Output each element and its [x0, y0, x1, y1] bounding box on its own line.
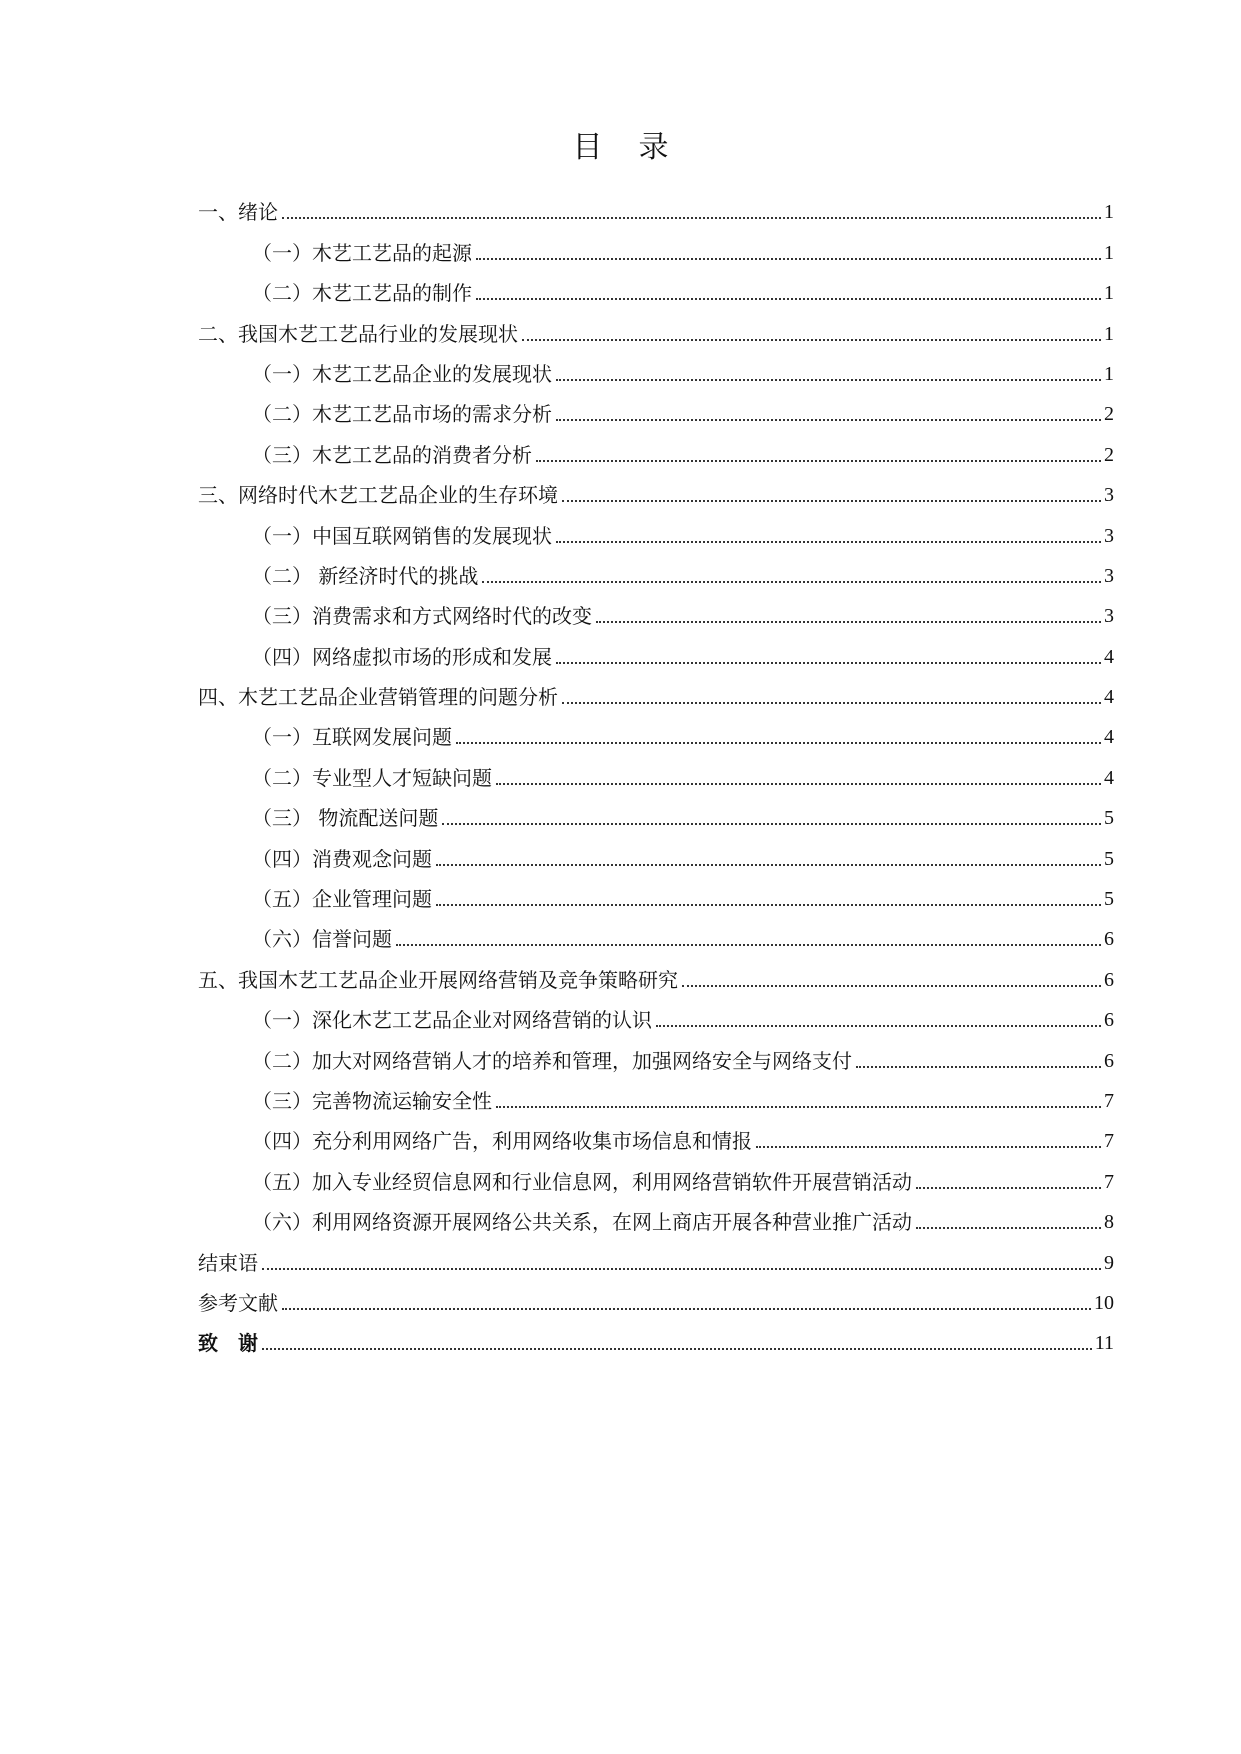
- toc-entry-label: 三、网络时代木艺工艺品企业的生存环境: [198, 483, 558, 508]
- toc-entry-label: （二）木艺工艺品市场的需求分析: [252, 402, 552, 427]
- toc-dot-leader: [656, 1025, 1101, 1027]
- toc-dot-leader: [456, 742, 1101, 744]
- toc-entry[interactable]: [198, 750, 1114, 790]
- toc-entry-label: 五、我国木艺工艺品企业开展网络营销及竞争策略研究: [198, 967, 678, 992]
- toc-page-number: 2: [1104, 443, 1114, 466]
- toc-entry[interactable]: [198, 1235, 1114, 1275]
- toc-entry-label: （三）消费需求和方式网络时代的改变: [252, 604, 592, 629]
- toc-entry[interactable]: [198, 468, 1114, 508]
- toc-page-number: 10: [1094, 1291, 1114, 1314]
- toc-dot-leader: [442, 823, 1101, 825]
- toc-entry-label: （一）中国互联网销售的发展现状: [252, 523, 552, 548]
- toc-entry[interactable]: [198, 831, 1114, 871]
- toc-entry-label: （三） 物流配送问题: [252, 806, 439, 831]
- toc-page-number: 3: [1104, 524, 1114, 547]
- toc-entry[interactable]: [198, 710, 1114, 750]
- toc-page-number: 4: [1104, 645, 1114, 668]
- toc-page-number: 7: [1104, 1170, 1114, 1193]
- toc-entry-label: 二、我国木艺工艺品行业的发展现状: [198, 321, 518, 346]
- toc-entry-label: （一）木艺工艺品企业的发展现状: [252, 361, 552, 386]
- toc-page-number: 6: [1104, 1009, 1114, 1032]
- toc-page-number: 1: [1104, 241, 1114, 264]
- toc-entry-label: （五）加入专业经贸信息网和行业信息网，利用网络营销软件开展营销活动: [252, 1169, 912, 1194]
- toc-page-number: 4: [1104, 726, 1114, 749]
- table-of-contents: [198, 185, 1114, 1356]
- toc-dot-leader: [556, 541, 1101, 543]
- toc-page-number: 7: [1104, 1089, 1114, 1112]
- toc-page-number: 3: [1104, 605, 1114, 628]
- toc-entry[interactable]: [198, 1154, 1114, 1194]
- toc-entry[interactable]: [198, 508, 1114, 548]
- toc-page-number: 6: [1104, 1049, 1114, 1072]
- toc-entry[interactable]: [198, 1195, 1114, 1235]
- toc-dot-leader: [262, 1348, 1092, 1350]
- toc-entry[interactable]: [198, 791, 1114, 831]
- toc-entry[interactable]: [198, 347, 1114, 387]
- toc-entry[interactable]: [198, 266, 1114, 306]
- toc-page-number: 1: [1104, 282, 1114, 305]
- toc-entry[interactable]: [198, 387, 1114, 427]
- toc-entry-label: （二）专业型人才短缺问题: [252, 765, 492, 790]
- toc-entry-label: 结束语: [198, 1250, 258, 1275]
- toc-entry-label: （一）木艺工艺品的起源: [252, 240, 472, 265]
- toc-dot-leader: [476, 258, 1101, 260]
- toc-entry[interactable]: [198, 993, 1114, 1033]
- toc-dot-leader: [482, 581, 1101, 583]
- toc-dot-leader: [436, 904, 1101, 906]
- toc-dot-leader: [682, 985, 1101, 987]
- toc-dot-leader: [396, 944, 1101, 946]
- toc-dot-leader: [856, 1066, 1101, 1068]
- toc-page-number: 4: [1104, 686, 1114, 709]
- toc-dot-leader: [436, 864, 1101, 866]
- toc-entry-label: （三）完善物流运输安全性: [252, 1088, 492, 1113]
- toc-entry[interactable]: [198, 912, 1114, 952]
- toc-page-number: 5: [1104, 847, 1114, 870]
- toc-entry-label: （一）互联网发展问题: [252, 725, 452, 750]
- toc-entry[interactable]: [198, 427, 1114, 467]
- toc-page-number: 9: [1104, 1251, 1114, 1274]
- toc-dot-leader: [562, 702, 1101, 704]
- toc-entry[interactable]: [198, 952, 1114, 992]
- toc-dot-leader: [282, 217, 1101, 219]
- toc-entry[interactable]: [198, 306, 1114, 346]
- toc-dot-leader: [756, 1146, 1101, 1148]
- toc-dot-leader: [476, 298, 1101, 300]
- toc-entry[interactable]: [198, 185, 1114, 225]
- toc-dot-leader: [522, 339, 1101, 341]
- toc-entry[interactable]: [198, 872, 1114, 912]
- toc-entry-label: （二）加大对网络营销人才的培养和管理，加强网络安全与网络支付: [252, 1048, 852, 1073]
- toc-entry-label: 致 谢: [198, 1331, 258, 1356]
- toc-entry-label: （一）深化木艺工艺品企业对网络营销的认识: [252, 1008, 652, 1033]
- toc-entry-label: （二）木艺工艺品的制作: [252, 281, 472, 306]
- toc-page-number: 1: [1104, 322, 1114, 345]
- toc-entry[interactable]: [198, 1033, 1114, 1073]
- toc-entry-label: 一、绪论: [198, 200, 278, 225]
- toc-entry-label: （六）信誉问题: [252, 927, 392, 952]
- toc-entry[interactable]: [198, 225, 1114, 265]
- toc-dot-leader: [562, 500, 1101, 502]
- toc-entry[interactable]: [198, 1114, 1114, 1154]
- toc-entry[interactable]: [198, 1074, 1114, 1114]
- toc-page-number: 6: [1104, 968, 1114, 991]
- toc-entry[interactable]: [198, 549, 1114, 589]
- toc-page-number: 6: [1104, 928, 1114, 951]
- toc-dot-leader: [282, 1308, 1091, 1310]
- toc-page-number: 5: [1104, 807, 1114, 830]
- toc-page-number: 2: [1104, 403, 1114, 426]
- page-title: [0, 128, 1241, 168]
- toc-entry-label: （四）网络虚拟市场的形成和发展: [252, 644, 552, 669]
- toc-entry-label: （四）消费观念问题: [252, 846, 432, 871]
- toc-page-number: 1: [1104, 362, 1114, 385]
- toc-dot-leader: [916, 1227, 1101, 1229]
- toc-dot-leader: [556, 419, 1101, 421]
- toc-page-number: 4: [1104, 766, 1114, 789]
- toc-entry-label: （六）利用网络资源开展网络公共关系，在网上商店开展各种营业推广活动: [252, 1210, 912, 1235]
- toc-dot-leader: [536, 460, 1101, 462]
- toc-page-number: 7: [1104, 1130, 1114, 1153]
- toc-dot-leader: [556, 379, 1101, 381]
- toc-entry[interactable]: [198, 629, 1114, 669]
- toc-entry[interactable]: [198, 1316, 1114, 1356]
- toc-dot-leader: [496, 783, 1101, 785]
- toc-dot-leader: [556, 662, 1101, 664]
- toc-page-number: 11: [1094, 1332, 1114, 1355]
- toc-page-number: 8: [1104, 1211, 1114, 1234]
- toc-entry-label: （三）木艺工艺品的消费者分析: [252, 442, 532, 467]
- toc-entry[interactable]: [198, 1276, 1114, 1316]
- toc-dot-leader: [596, 621, 1101, 623]
- toc-entry-label: 四、木艺工艺品企业营销管理的问题分析: [198, 685, 558, 710]
- title-char-1: 目: [572, 130, 603, 165]
- toc-dot-leader: [262, 1268, 1101, 1270]
- toc-page-number: 3: [1104, 564, 1114, 587]
- toc-entry-label: （四）充分利用网络广告，利用网络收集市场信息和情报: [252, 1129, 752, 1154]
- toc-page-number: 3: [1104, 484, 1114, 507]
- toc-entry[interactable]: [198, 589, 1114, 629]
- toc-entry-label: 参考文献: [198, 1290, 278, 1315]
- toc-entry-label: （五）企业管理问题: [252, 887, 432, 912]
- toc-page-number: 5: [1104, 888, 1114, 911]
- title-char-2: 录: [638, 130, 669, 165]
- toc-dot-leader: [496, 1106, 1101, 1108]
- toc-entry[interactable]: [198, 670, 1114, 710]
- toc-dot-leader: [916, 1187, 1101, 1189]
- toc-entry-label: （二） 新经济时代的挑战: [252, 563, 479, 588]
- toc-page-number: 1: [1104, 201, 1114, 224]
